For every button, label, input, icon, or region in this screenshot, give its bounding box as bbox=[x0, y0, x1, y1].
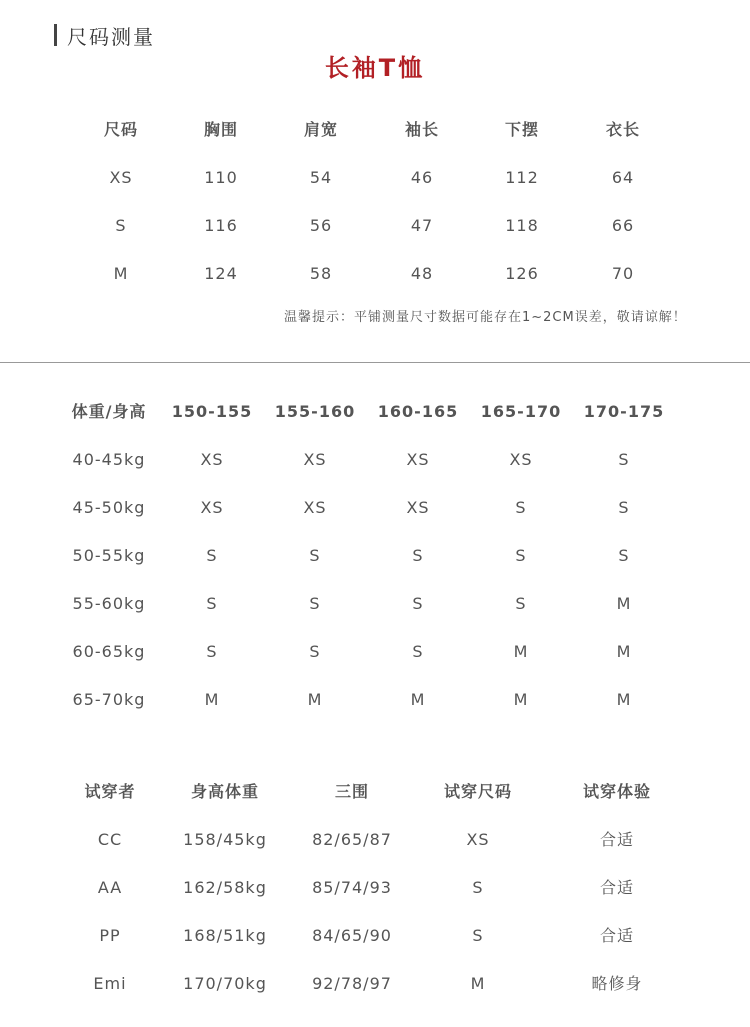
recommend-cell: 45-50kg bbox=[72, 498, 146, 517]
measure-cell: S bbox=[115, 216, 127, 235]
measure-cell: 118 bbox=[505, 216, 539, 235]
tryon-row bbox=[0, 828, 750, 852]
recommend-cell: XS bbox=[509, 450, 533, 469]
measure-header-cell: 肩宽 bbox=[303, 120, 338, 139]
tryon-table bbox=[0, 780, 750, 1000]
recommend-row bbox=[0, 688, 750, 712]
recommend-header-cell: 体重/身高 bbox=[71, 402, 147, 421]
recommend-cell: XS bbox=[303, 498, 327, 517]
tryon-cell: 85/74/93 bbox=[312, 878, 392, 897]
tryon-cell: 92/78/97 bbox=[312, 974, 392, 993]
recommend-cell: 55-60kg bbox=[72, 594, 146, 613]
recommend-cell: M bbox=[410, 690, 426, 709]
recommend-header-cell: 155-160 bbox=[274, 402, 356, 421]
measure-row bbox=[0, 166, 750, 190]
recommend-cell: S bbox=[618, 546, 630, 565]
recommend-header-cell: 150-155 bbox=[171, 402, 253, 421]
measure-cell: 126 bbox=[505, 264, 539, 283]
tryon-cell: 162/58kg bbox=[183, 878, 267, 897]
recommend-cell: M bbox=[616, 594, 632, 613]
size-recommend-table bbox=[0, 400, 750, 720]
measure-cell: 116 bbox=[204, 216, 238, 235]
tryon-header-cell: 试穿尺码 bbox=[443, 782, 512, 801]
measure-cell: 112 bbox=[505, 168, 539, 187]
recommend-cell: S bbox=[412, 546, 424, 565]
tryon-cell: XS bbox=[466, 830, 490, 849]
recommend-header-cell: 165-170 bbox=[480, 402, 562, 421]
recommend-cell: XS bbox=[406, 450, 430, 469]
measure-header-cell: 衣长 bbox=[605, 120, 640, 139]
measure-cell: M bbox=[113, 264, 129, 283]
tryon-cell: CC bbox=[97, 830, 123, 849]
measure-tip: 温馨提示：平铺测量尺寸数据可能存在1~2CM误差，敬请谅解！ bbox=[284, 310, 687, 325]
recommend-cell: XS bbox=[303, 450, 327, 469]
recommend-cell: S bbox=[206, 546, 218, 565]
recommend-cell: M bbox=[513, 642, 529, 661]
recommend-cell: XS bbox=[200, 498, 224, 517]
recommend-cell: S bbox=[515, 546, 527, 565]
tryon-cell: S bbox=[472, 878, 484, 897]
tryon-cell: AA bbox=[97, 878, 123, 897]
tryon-cell: 158/45kg bbox=[183, 830, 267, 849]
recommend-cell: S bbox=[309, 546, 321, 565]
measure-table bbox=[0, 118, 750, 288]
tryon-cell: Emi bbox=[93, 974, 127, 993]
tryon-cell: 168/51kg bbox=[183, 926, 267, 945]
tryon-cell: S bbox=[472, 926, 484, 945]
measure-header-cell: 袖长 bbox=[404, 120, 439, 139]
recommend-row bbox=[0, 544, 750, 568]
section-title bbox=[54, 22, 155, 48]
recommend-cell: M bbox=[204, 690, 220, 709]
recommend-row bbox=[0, 640, 750, 664]
measure-header-cell: 胸围 bbox=[203, 120, 238, 139]
measure-header-row bbox=[0, 118, 750, 142]
measure-header-cell: 下摆 bbox=[504, 120, 539, 139]
tryon-cell: 170/70kg bbox=[183, 974, 267, 993]
measure-cell: 110 bbox=[204, 168, 238, 187]
measure-cell: 70 bbox=[611, 264, 635, 283]
recommend-cell: S bbox=[309, 642, 321, 661]
recommend-cell: S bbox=[206, 594, 218, 613]
tryon-cell: 合适 bbox=[599, 830, 634, 849]
recommend-cell: XS bbox=[200, 450, 224, 469]
recommend-cell: S bbox=[412, 642, 424, 661]
recommend-cell: S bbox=[206, 642, 218, 661]
recommend-cell: 40-45kg bbox=[72, 450, 146, 469]
tryon-cell: 84/65/90 bbox=[312, 926, 392, 945]
tryon-cell: 略修身 bbox=[591, 974, 643, 993]
measure-row bbox=[0, 214, 750, 238]
recommend-header-cell: 170-175 bbox=[583, 402, 665, 421]
recommend-cell: 65-70kg bbox=[72, 690, 146, 709]
measure-cell: 66 bbox=[611, 216, 635, 235]
measure-cell: 58 bbox=[309, 264, 333, 283]
tryon-cell: PP bbox=[99, 926, 121, 945]
recommend-cell: S bbox=[515, 594, 527, 613]
recommend-cell: XS bbox=[406, 498, 430, 517]
measure-cell: 124 bbox=[204, 264, 238, 283]
product-title: 长袖T恤 bbox=[324, 54, 426, 82]
divider bbox=[0, 362, 750, 363]
recommend-cell: S bbox=[412, 594, 424, 613]
tryon-header-cell: 三围 bbox=[334, 782, 369, 801]
recommend-cell: M bbox=[616, 642, 632, 661]
recommend-cell: S bbox=[309, 594, 321, 613]
recommend-cell: M bbox=[616, 690, 632, 709]
recommend-cell: M bbox=[513, 690, 529, 709]
measure-cell: 48 bbox=[410, 264, 434, 283]
recommend-row bbox=[0, 496, 750, 520]
title-accent-bar bbox=[54, 24, 57, 46]
recommend-cell: S bbox=[618, 498, 630, 517]
tryon-cell: 82/65/87 bbox=[312, 830, 392, 849]
measure-cell: 47 bbox=[410, 216, 434, 235]
section-title-text: 尺码测量 bbox=[67, 24, 155, 49]
tryon-header-cell: 试穿者 bbox=[84, 782, 136, 801]
measure-cell: XS bbox=[109, 168, 133, 187]
measure-cell: 54 bbox=[309, 168, 333, 187]
tryon-header-row bbox=[0, 780, 750, 804]
measure-cell: 56 bbox=[309, 216, 333, 235]
tryon-header-cell: 身高体重 bbox=[190, 782, 259, 801]
recommend-row bbox=[0, 592, 750, 616]
tryon-header-cell: 试穿体验 bbox=[582, 782, 651, 801]
tryon-row bbox=[0, 876, 750, 900]
recommend-cell: S bbox=[618, 450, 630, 469]
measure-row bbox=[0, 262, 750, 286]
tryon-row bbox=[0, 924, 750, 948]
tryon-row bbox=[0, 972, 750, 996]
tryon-cell: M bbox=[470, 974, 486, 993]
recommend-cell: 60-65kg bbox=[72, 642, 146, 661]
measure-header-cell: 尺码 bbox=[103, 120, 138, 139]
measure-cell: 46 bbox=[410, 168, 434, 187]
recommend-header-cell: 160-165 bbox=[377, 402, 459, 421]
recommend-cell: 50-55kg bbox=[72, 546, 146, 565]
measure-cell: 64 bbox=[611, 168, 635, 187]
tryon-cell: 合适 bbox=[599, 878, 634, 897]
recommend-row bbox=[0, 448, 750, 472]
recommend-cell: S bbox=[515, 498, 527, 517]
recommend-cell: M bbox=[307, 690, 323, 709]
tryon-cell: 合适 bbox=[599, 926, 634, 945]
recommend-header-row bbox=[0, 400, 750, 424]
